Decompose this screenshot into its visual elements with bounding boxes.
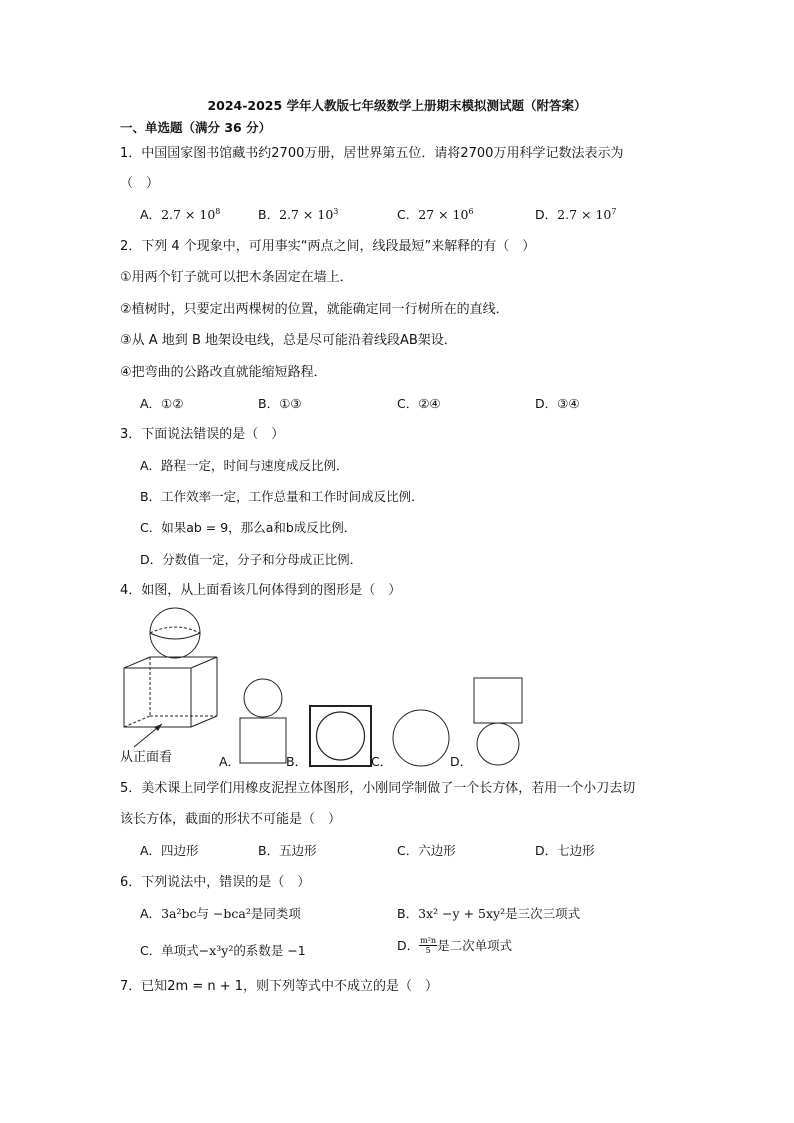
q5-option-b: B．五边形 — [258, 843, 317, 858]
q4-option-b: B． — [286, 754, 308, 769]
q3-option-b: B．工作效率一定，工作总量和工作时间成反比例． — [140, 489, 424, 504]
q2-item-4: ④把弯曲的公路改直就能缩短路程． — [120, 365, 327, 380]
q5-stem-line1: 5．美术课上同学们用橡皮泥捏立体图形，小刚同学制做了一个长方体，若用一个小刀去切 — [120, 781, 636, 796]
q2-item-2: ②植树时，只要定出两棵树的位置，就能确定同一行树所在的直线． — [120, 302, 509, 317]
q1-option-b: B．$2.7 \times 10^3$ — [258, 206, 339, 222]
q2-stem: 2．下列 4 个现象中，可用事实“两点之间，线段最短”来解释的有（ ） — [120, 239, 536, 254]
q4-option-a: A． — [219, 754, 241, 769]
q6-option-c: C．单项式−x³y²的系数是 −1 — [140, 943, 306, 958]
q5-option-c: C．六边形 — [397, 843, 456, 858]
q6-d-denominator: 5 — [425, 946, 431, 956]
q6-option-d: D． $\frac{\text{m²n}}{5}$ 是二次单项式 — [397, 936, 513, 956]
q1-paren: （ ） — [120, 176, 160, 191]
q2-option-a: A．①② — [140, 396, 184, 411]
q6-d-numerator: m²n — [420, 936, 437, 945]
q4-option-d-figure — [470, 676, 526, 768]
q5-option-d: D．七边形 — [535, 843, 595, 858]
q1-option-d: D．$2.7 \times 10^7$ — [535, 206, 617, 222]
section-heading: 一、单选题（满分 36 分） — [120, 120, 272, 135]
q3-stem: 3．下面说法错误的是（ ） — [120, 427, 285, 442]
q6-option-b: B．3x² −y + 5xy²是三次三项式 — [397, 906, 581, 921]
q6-option-a: A．3a²bc与 −bca²是同类项 — [140, 906, 301, 921]
q4-front-view-label: 从正面看 — [120, 750, 173, 765]
q2-item-1: ①用两个钉子就可以把木条固定在墙上． — [120, 270, 353, 285]
q2-option-c: C．②④ — [397, 396, 441, 411]
q7-stem: 7．已知2m = n + 1，则下列等式中不成立的是（ ） — [120, 979, 439, 994]
q4-solid-figure — [118, 605, 228, 755]
q4-stem: 4．如图，从上面看该几何体得到的图形是（ ） — [120, 583, 402, 598]
q3-option-c: C．如果ab = 9，那么a和b成反比例． — [140, 520, 357, 535]
q4-option-c: C． — [371, 754, 393, 769]
q3-option-a: A．路程一定，时间与速度成反比例． — [140, 458, 349, 473]
page-title: 2024-2025 学年人教版七年级数学上册期末模拟测试题（附答案） — [207, 98, 587, 113]
q2-option-b: B．①③ — [258, 396, 302, 411]
q1-stem: 1．中国国家图书馆藏书约2700万册，居世界第五位．请将2700万用科学记数法表示为 — [120, 146, 624, 161]
q2-item-3: ③从 A 地到 B 地架设电线，总是尽可能沿着线段AB架设． — [120, 333, 457, 348]
q4-option-b-figure — [308, 704, 374, 768]
q4-option-d: D． — [450, 754, 473, 769]
q3-option-d: D．分数值一定，分子和分母成正比例． — [140, 552, 363, 567]
q2-option-d: D．③④ — [535, 396, 580, 411]
q5-option-a: A．四边形 — [140, 843, 199, 858]
q5-stem-line2: 该长方体，截面的形状不可能是（ ） — [120, 812, 342, 827]
q1-option-c: C．$27 \times 10^6$ — [397, 206, 474, 222]
q4-option-a-figure — [238, 678, 290, 766]
q4-option-c-figure — [390, 708, 452, 768]
q1-option-a: A．$2.7 \times 10^8$ — [140, 206, 221, 222]
q6-stem: 6．下列说法中，错误的是（ ） — [120, 875, 311, 890]
